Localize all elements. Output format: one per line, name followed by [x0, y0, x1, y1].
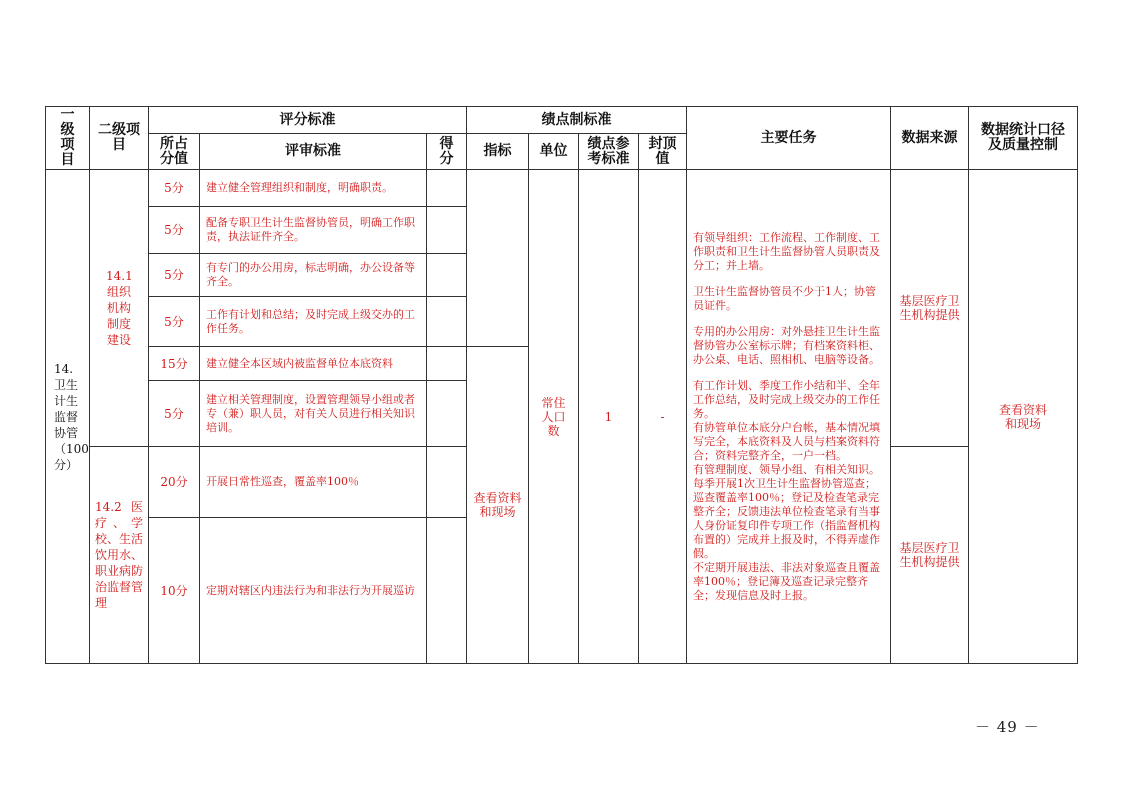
score-cell: 10分	[149, 518, 200, 664]
main-tasks-cell	[687, 170, 891, 664]
score-cell: 15分	[149, 347, 200, 381]
criterion-cell: 有专门的办公用房，标志明确，办公设备等齐全。	[200, 254, 427, 297]
main-task-1: 有领导组织：工作流程、工作制度、工作职责和卫生计生监督协管人员职责及分工；并上墙。	[693, 230, 880, 272]
score-got-cell	[427, 170, 467, 207]
main-task-8: 不定期开展违法、非法对象巡查且覆盖率100％；登记簿及巡查记录完整齐全；发现信息及时上报。	[693, 560, 880, 602]
criterion-cell: 开展日常性巡查，覆盖率100％	[200, 447, 427, 518]
criterion-cell: 配备专职卫生计生监督协管员，明确工作职责，执法证件齐全。	[200, 207, 427, 254]
score-got-cell	[427, 207, 467, 254]
main-task-3: 专用的办公用房：对外悬挂卫生计生监督协管办公室标示牌；有档案资料柜、办公桌、电话、照相机、电脑等设备。	[693, 324, 880, 366]
criterion-cell: 定期对辖区内违法行为和非法行为开展巡访	[200, 518, 427, 664]
indicator-cell-1	[467, 170, 529, 347]
score-cell: 5分	[149, 207, 200, 254]
page-number: － 49 －	[975, 718, 1040, 736]
score-cell: 5分	[149, 381, 200, 447]
stat-caliber-cell: 查看资料和现场	[969, 170, 1078, 664]
score-got-cell	[427, 347, 467, 381]
score-got-cell	[427, 518, 467, 664]
score-got-cell	[427, 254, 467, 297]
score-cell: 5分	[149, 254, 200, 297]
criterion-cell: 建立相关管理制度，设置管理领导小组或者专（兼）职人员，对有关人员进行相关知识培训。	[200, 381, 427, 447]
header-indicator: 指标	[467, 134, 529, 170]
header-level2: 二级项目	[90, 107, 149, 170]
header-performance-standard: 绩点制标准	[467, 107, 687, 134]
ref-standard-cell: 1	[579, 170, 639, 664]
main-task-7: 每季开展1次卫生计生监督协管巡查；巡查覆盖率100％；登记及检查笔录完整齐全；反馈违法单位检查笔录有当事人身份证复印件专项工作（指监督机构布置的）完成并上报及时，不得弄虚作假。	[693, 476, 880, 560]
header-cap-value: 封顶值	[639, 134, 687, 170]
criterion-cell: 工作有计划和总结；及时完成上级交办的工作任务。	[200, 297, 427, 347]
score-cell: 5分	[149, 170, 200, 207]
header-scoring-standard: 评分标准	[149, 107, 467, 134]
header-main-tasks: 主要任务	[687, 107, 891, 170]
score-cell: 5分	[149, 297, 200, 347]
score-cell: 20分	[149, 447, 200, 518]
main-task-2: 卫生计生监督协管员不少于1人；协管员证件。	[693, 284, 876, 312]
header-data-source: 数据来源	[891, 107, 969, 170]
header-stat-caliber: 数据统计口径及质量控制	[969, 107, 1078, 170]
level1-item: 14.卫生计生监督协管（100分）	[46, 170, 90, 664]
level2-item-2: 14.2 医疗、学校、生活饮用水、职业病防治监督管理	[90, 447, 149, 664]
header-unit: 单位	[529, 134, 579, 170]
scoring-table	[45, 106, 1078, 664]
header-review-standard: 评审标准	[200, 134, 427, 170]
data-source-cell-2: 基层医疗卫生机构提供	[891, 447, 969, 664]
main-task-5: 有协管单位本底分户台帐，基本情况填写完全，本底资料及人员与档案资料符合；资料完整齐全，一户一档。	[693, 420, 880, 462]
data-source-cell-1: 基层医疗卫生机构提供	[891, 170, 969, 447]
header-level1: 一级项目	[46, 107, 90, 170]
score-got-cell	[427, 381, 467, 447]
score-got-cell	[427, 297, 467, 347]
cap-value-cell: -	[639, 170, 687, 664]
unit-cell: 常住人口数	[529, 170, 579, 664]
header-score-value: 所占分值	[149, 134, 200, 170]
header-score-got: 得分	[427, 134, 467, 170]
header-ref-standard: 绩点参考标准	[579, 134, 639, 170]
indicator-cell-2: 查看资料和现场	[467, 347, 529, 664]
main-task-6: 有管理制度、领导小组、有相关知识。	[693, 462, 880, 476]
score-got-cell	[427, 447, 467, 518]
criterion-cell: 建立健全本区域内被监督单位本底资料	[200, 347, 427, 381]
level2-item-1: 14.1组织机构制度建设	[90, 170, 149, 447]
main-task-4: 有工作计划、季度工作小结和半、全年工作总结，及时完成上级交办的工作任务。	[693, 378, 880, 420]
criterion-cell: 建立健全管理组织和制度，明确职责。	[200, 170, 427, 207]
